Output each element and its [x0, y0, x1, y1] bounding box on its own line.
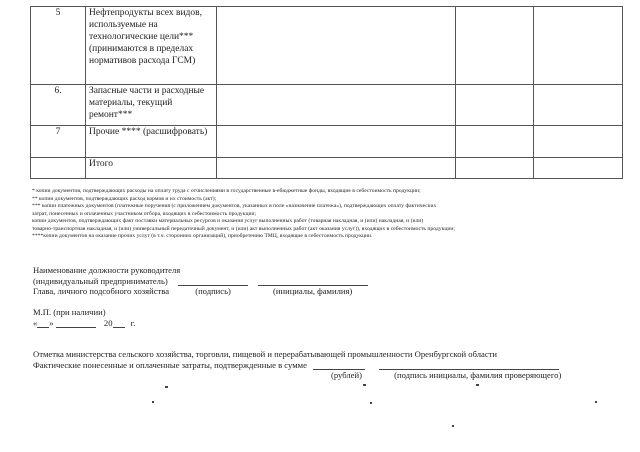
day-blank — [37, 327, 49, 328]
date-quote-open: « — [33, 317, 38, 328]
row-name: Нефтепродукты всех видов, используемые на технологические цели*** (принимаются в пределах нормативов расхода ГСМ) — [86, 7, 217, 85]
row-cell — [456, 85, 534, 126]
signature-block — [33, 265, 368, 297]
initials-caption: (инициалы, фамилия) — [273, 286, 353, 296]
table-row — [31, 7, 623, 85]
row-name: Итого — [86, 158, 217, 179]
row-cell — [217, 7, 456, 85]
row-cell — [534, 85, 623, 126]
footnote: ** копии документов, подтверждающих расход кормов и их стоимость (акт); — [32, 195, 217, 202]
row-cell — [456, 7, 534, 85]
position-title-text: (индивидуальный предприниматель) — [33, 275, 168, 286]
row-name: Запасные части и расходные материалы, текущий ремонт*** — [86, 85, 217, 126]
scan-speck — [370, 402, 372, 404]
footnote: затрат, понесенных и оплаченных участником отбора, входящих в себестоимость продукции; — [32, 210, 257, 217]
table-row-total — [31, 158, 623, 179]
position-title-text: Глава, личного подсобного хозяйства — [33, 286, 170, 296]
table-row — [31, 85, 623, 126]
row-number — [31, 158, 86, 179]
rubles-caption: (рублей) — [331, 370, 362, 380]
row-cell — [217, 158, 456, 179]
row-cell — [534, 126, 623, 158]
position-title-line2 — [33, 276, 368, 287]
position-title-line3 — [33, 286, 368, 297]
footnote: копии документов, подтверждающих факт поставки материальных ресурсов и оказания услуг выполненных работ (товарная накладная, и (или) накладная, и (или) — [32, 218, 424, 224]
scan-speck — [152, 401, 154, 403]
scan-speck — [452, 425, 454, 427]
month-blank — [56, 327, 96, 328]
row-number: 6. — [31, 85, 86, 126]
row-cell — [456, 158, 534, 179]
row-cell — [217, 85, 456, 126]
scan-speck — [476, 384, 479, 386]
year-prefix: 20 — [103, 317, 113, 328]
year-suffix: г. — [130, 317, 136, 328]
row-cell — [534, 158, 623, 179]
position-title-line1: Наименование должности руководителя — [33, 265, 181, 275]
ministry-captions — [33, 370, 561, 381]
row-number: 5 — [31, 7, 86, 85]
footnotes — [32, 188, 617, 241]
scan-speck — [595, 401, 597, 403]
stamp-date-block — [33, 307, 135, 328]
row-cell — [456, 126, 534, 158]
year-blank — [113, 327, 125, 328]
signature-caption: (подпись) — [195, 286, 231, 296]
footnote: *** копии платежных документов (платежные поручения (с приложением документов, указанных в поле «назначение платежа»), подтверждающих оплату фактических — [32, 203, 437, 209]
date-line — [33, 318, 135, 329]
row-name: Прочие **** (расшифровать) — [86, 126, 217, 158]
ministry-block — [33, 349, 561, 381]
scan-speck — [165, 386, 168, 388]
row-cell — [534, 7, 623, 85]
stamp-label: М.П. (при наличии) — [33, 307, 106, 317]
ministry-title: Отметка министерства сельского хозяйства, торговли, пищевой и перерабатывающей промышленности Оренбургской области — [33, 349, 498, 359]
inspector-caption: (подпись инициалы, фамилия проверяющего) — [394, 370, 562, 380]
row-number: 7 — [31, 126, 86, 158]
expenses-table — [30, 6, 623, 179]
footnote: товарно-транспортная накладная, и (или) универсальный передаточный документ, и (или) акт выполненных работ (акт оказания услуг)), входящих в себестоимость продукции; — [32, 225, 455, 232]
table-row — [31, 126, 623, 158]
scan-speck — [363, 384, 366, 386]
date-quote-close: » — [49, 317, 54, 328]
footnote: ****копии документов на оказание прочих услуг (в т.ч. сторонних организаций), приобретению ТМЦ, входящие в себестоимость продукции. — [32, 233, 373, 239]
footnote: * копии документов, подтверждающих расходы на оплату труда с отчислениями в государственные в-ебюджетные фонды, входящие в себестоимость продукции; — [32, 188, 421, 194]
row-cell — [217, 126, 456, 158]
ministry-amount-text: Фактические понесенные и оплаченные затраты, подтвержденные в сумме — [33, 359, 307, 370]
ministry-amount-line — [33, 360, 561, 371]
